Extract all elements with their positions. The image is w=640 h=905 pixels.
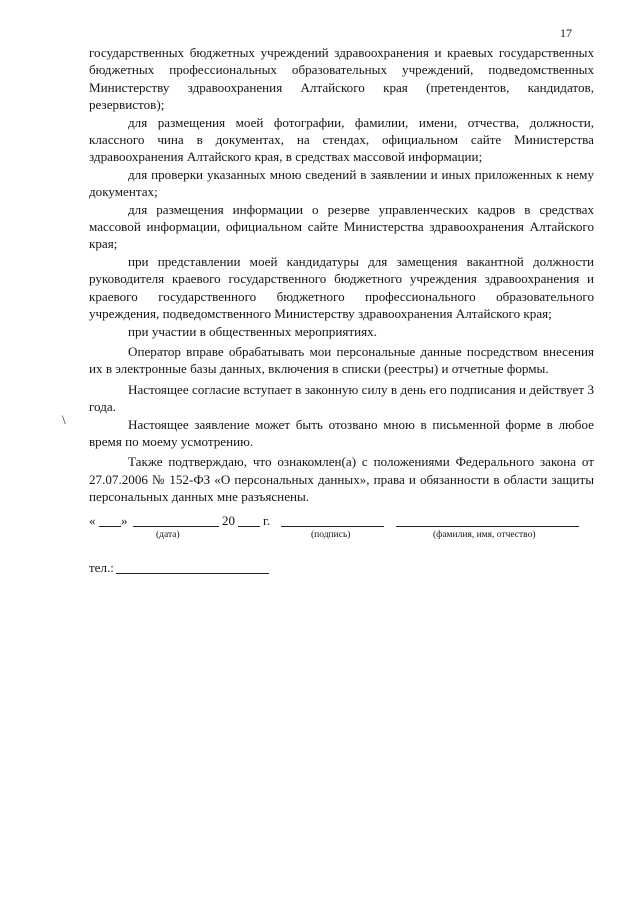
paragraph-purpose-candidacy: при представлении моей кандидатуры для замещения вакантной должности руководителя краевого государственного бюджетного учреждения здравоохранения и краевого государственного бюджетного профессионального образовательного учреждения, подведомственного Министерству здравоохранения Алтайского края; — [89, 253, 594, 322]
phone-field — [89, 560, 114, 576]
year-suffix: г. — [263, 513, 271, 528]
month-line — [133, 526, 219, 527]
year-line — [238, 526, 260, 527]
paragraph-consent-term: Настоящее согласие вступает в законную силу в день его подписания и действует 3 года. — [89, 381, 594, 415]
phone-line — [116, 573, 269, 574]
name-line — [396, 526, 579, 527]
paragraph-purpose-verification: для проверки указанных мною сведений в заявлении и иных приложенных к нему документах; — [89, 166, 594, 200]
day-line — [99, 526, 121, 527]
paragraph-purpose-photo: для размещения моей фотографии, фамилии, имени, отчества, должности, классного чина в документах, на стендах, официальном сайте Министерства здравоохранения Алтайского края, в средствах массовой информации; — [89, 114, 594, 165]
paragraph-purpose-reserve: для размещения информации о резерве управленческих кадров в средствах массовой информации, официальном сайте Министерства здравоохранения Алтайского края; — [89, 201, 594, 252]
paragraph-revocation: Настоящее заявление может быть отозвано мною в письменной форме в любое время по моему усмотрению. — [89, 416, 594, 449]
phone-label: тел.: — [89, 560, 114, 575]
close-quote: » — [121, 513, 128, 528]
stray-mark: \ — [62, 412, 66, 427]
signature-line — [281, 526, 384, 527]
paragraph-purpose-events: при участии в общественных мероприятиях. — [128, 323, 377, 339]
signature-block — [89, 513, 594, 553]
year-prefix: 20 — [222, 513, 235, 528]
paragraph-operator-rights: Оператор вправе обрабатывать мои персональные данные посредством внесения их в электронные базы данных, включения в списки (реестры) и отчетные формы. — [89, 343, 594, 377]
open-quote: « — [89, 513, 96, 528]
paragraph-continuation: государственных бюджетных учреждений здравоохранения и краевых государственных бюджетных профессиональных образовательных учреждений, подведомственных Министерству здравоохранения Алтайского края (претендентов, кандидатов, резервистов); — [89, 45, 594, 113]
paragraph-acknowledgement: Также подтверждаю, что ознакомлен(а) с положениями Федерального закона от 27.07.2006 № 152-ФЗ «О персональных данных», права и обязанности в области защиты персональных данных мне разъяснены. — [89, 454, 594, 505]
date-caption: (дата) — [156, 530, 180, 540]
signature-caption: (подпись) — [311, 530, 351, 540]
document-body — [89, 44, 594, 506]
page-number: 17 — [560, 26, 572, 40]
name-caption: (фамилия, имя, отчество) — [433, 530, 536, 540]
